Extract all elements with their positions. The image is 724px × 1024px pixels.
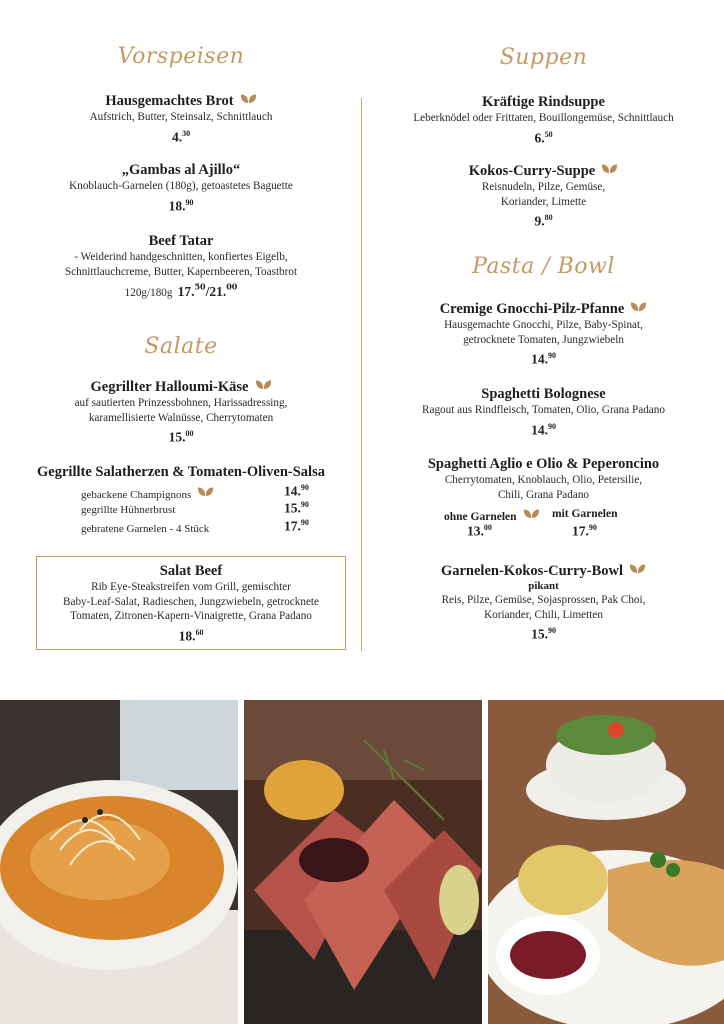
vegetarian-leaf-icon <box>601 163 618 174</box>
vegetarian-leaf-icon <box>630 301 647 312</box>
option-price: 17.90 <box>572 523 597 539</box>
item-name: Gegrillte Salatherzen & Tomaten-Oliven-Salsa <box>37 464 325 480</box>
item-name: Kräftige Rindsuppe <box>482 94 605 110</box>
item-description: Ragout aus Rindfleisch, Tomaten, Olio, Grana Padano <box>422 404 665 416</box>
item-spicy-note: pikant <box>528 580 559 592</box>
photo-cordon-bleu <box>488 700 724 1024</box>
item-description: Leberknödel oder Frittaten, Bouillongemüse, Schnittlauch <box>413 112 674 124</box>
section-title-suppen: Suppen <box>499 45 588 70</box>
item-name: Gegrillter Halloumi-Käse <box>90 379 249 395</box>
menu-item-beef-tatar <box>0 232 362 301</box>
item-description-line: Hausgemachte Gnocchi, Pilze, Baby-Spinat, <box>444 319 643 331</box>
menu-item-halloumi <box>0 378 362 446</box>
menu-item-salat-beef <box>37 562 345 644</box>
item-description-line: Reisnudeln, Pilze, Gemüse, <box>481 181 606 193</box>
vegetarian-leaf-icon <box>255 379 272 390</box>
item-name: Salat Beef <box>159 563 223 579</box>
item-name: Beef Tatar <box>148 233 214 249</box>
option-label-ohne-garnelen: ohne Garnelen <box>444 508 540 523</box>
item-description-line: Koriander, Limette <box>500 195 587 208</box>
menu-item-salatherzen <box>0 463 362 481</box>
item-price: 15.90 <box>531 626 556 642</box>
item-description: Knoblauch-Garnelen (180g), getoastetes Baguette <box>69 180 293 192</box>
menu-item-hausgemachtes-brot <box>0 92 362 145</box>
menu-item-aglio-olio <box>363 455 724 502</box>
item-description-line: Reis, Pilze, Gemüse, Sojasprossen, Pak Choi, <box>441 594 646 606</box>
item-price: 120g/180g 17.50/21.00 <box>124 281 238 299</box>
item-price: 14.90 <box>531 421 556 437</box>
item-price: 9.80 <box>534 213 553 229</box>
food-photo-strip <box>0 700 724 1024</box>
option-label-mit-garnelen: mit Garnelen <box>552 508 618 520</box>
item-description-line: Chili, Grana Padano <box>497 488 590 501</box>
item-name: Cremige Gnocchi-Pilz-Pfanne <box>439 301 625 317</box>
item-name: Garnelen-Kokos-Curry-Bowl <box>440 563 624 579</box>
item-price: 4.30 <box>171 128 191 144</box>
section-title-vorspeisen: Vorspeisen <box>117 44 245 69</box>
item-description-line: Tomaten, Zitronen-Kapern-Vinaigrette, Grana Padano <box>70 610 312 622</box>
item-name: „Gambas al Ajillo“ <box>121 162 241 178</box>
item-description-line: Cherrytomaten, Knoblauch, Olio, Petersilie, <box>444 474 643 486</box>
item-price: 18.60 <box>178 627 204 643</box>
item-description: Aufstrich, Butter, Steinsalz, Schnittlauch <box>89 111 273 123</box>
vegetarian-leaf-icon <box>240 93 257 104</box>
photo-curry-soup <box>0 700 238 1024</box>
option-label: gegrillte Hühnerbrust <box>81 504 176 516</box>
item-description-line: Koriander, Chili, Limetten <box>484 608 603 621</box>
item-price: 18.90 <box>168 197 194 213</box>
option-label: gebratene Garnelen - 4 Stück <box>81 523 210 535</box>
option-price: 13.00 <box>467 523 492 539</box>
menu-item-kokos-curry-suppe <box>363 162 724 230</box>
item-name: Kokos-Curry-Suppe <box>468 163 596 179</box>
photo-steak <box>244 700 482 1024</box>
item-price: 15.00 <box>168 429 194 445</box>
item-price: 6.50 <box>534 129 553 145</box>
item-name: Spaghetti Bolognese <box>481 386 606 402</box>
section-title-pasta-bowl: Pasta / Bowl <box>472 254 615 279</box>
menu-item-bolognese <box>363 385 724 438</box>
option-price: 15.90 <box>284 500 309 516</box>
vegetarian-leaf-icon <box>197 486 214 497</box>
menu-item-curry-bowl <box>363 562 724 643</box>
section-title-salate: Salate <box>144 334 218 359</box>
item-name: Hausgemachtes Brot <box>105 93 234 109</box>
option-label: gebackene Champignons <box>81 486 214 501</box>
item-description-line: Schnittlauchcreme, Butter, Kapernbeeren, Toastbrot <box>64 265 298 278</box>
item-description-line: Rib Eye-Steakstreifen vom Grill, gemischter <box>91 581 291 593</box>
menu-item-gnocchi <box>363 300 724 368</box>
menu-item-rindsuppe <box>363 93 724 146</box>
item-description-line: Baby-Leaf-Salat, Radieschen, Jungzwiebeln, getrocknete <box>63 595 319 608</box>
vegetarian-leaf-icon <box>629 563 646 574</box>
menu-item-gambas-al-ajillo <box>0 161 362 214</box>
item-description-line: auf sautierten Prinzessbohnen, Harissadressing, <box>74 397 288 409</box>
vegetarian-leaf-icon <box>523 508 540 519</box>
option-price: 14.90 <box>284 483 309 499</box>
item-description-line: - Weiderind handgeschnitten, konfiertes Eigelb, <box>74 251 288 263</box>
item-description-line: karamellisierte Walnüsse, Cherrytomaten <box>88 411 274 424</box>
item-description-line: getrocknete Tomaten, Jungzwiebeln <box>463 333 624 346</box>
option-price: 17.90 <box>284 518 309 534</box>
item-name: Spaghetti Aglio e Olio & Peperoncino <box>427 456 660 472</box>
item-price: 14.90 <box>531 351 556 367</box>
salat-beef-box <box>36 556 346 650</box>
